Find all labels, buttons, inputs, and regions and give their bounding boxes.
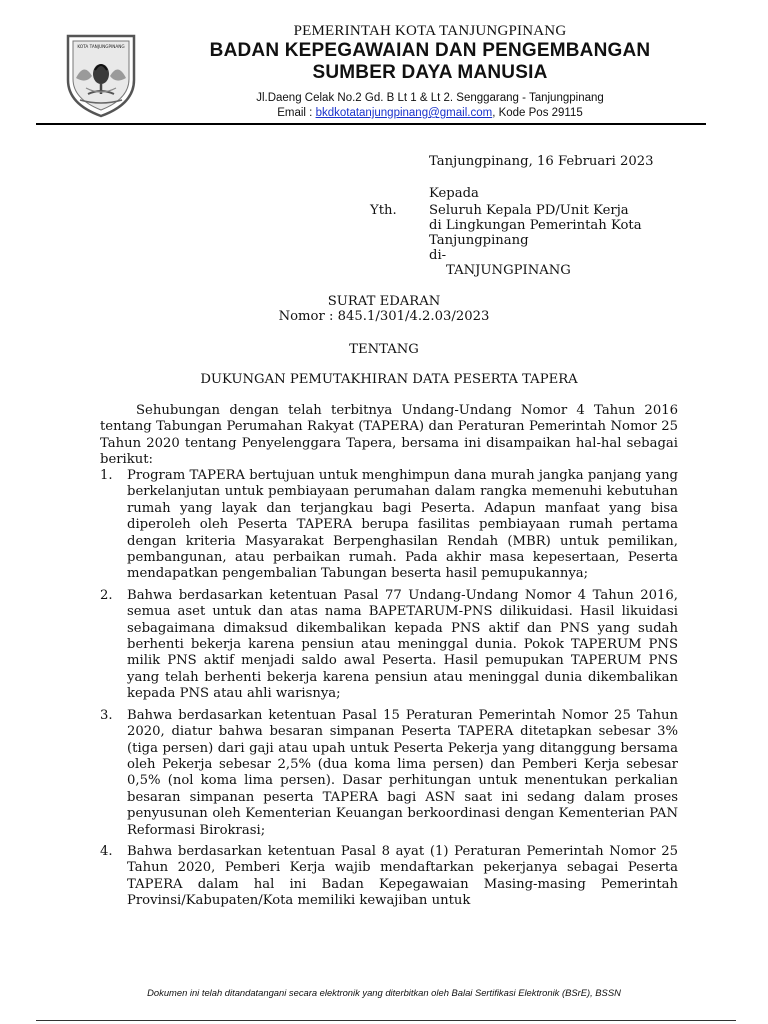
point-number: 1. — [100, 468, 113, 483]
recipient-line-2: di Lingkungan Pemerintah Kota — [429, 218, 642, 233]
to-label: Kepada — [429, 186, 479, 201]
about-label: TENTANG — [349, 342, 419, 357]
logo-text: KOTA TANJUNGPINANG — [77, 44, 125, 49]
point-text: Bahwa berdasarkan ketentuan Pasal 77 Undang-Undang Nomor 4 Tahun 2016, semua aset untuk dan atas nama BAPETARUM-PNS dilikuidasi. Hasil likuidasi sebagaimana dimaksud dikembalikan kepada PNS aktif dan PNS yang sudah berhenti bekerja karena pensiun atau meninggal dunia. Pokok TAPERUM PNS milik PNS aktif menjadi saldo awal Peserta. Hasil pemupukan TAPERUM PNS yang telah berhenti bekerja karena pensiun atau meninggal dunia dikembalikan kepada PNS atau ahli warisnya; — [127, 587, 678, 702]
letterhead-divider — [36, 123, 706, 125]
point-text: Program TAPERA bertujuan untuk menghimpun dana murah jangka panjang yang berkelanjutan untuk pembiayaan perumahan dalam rangka memenuhi kebutuhan rumah yang layak dan terjangkau bagi Peserta. Adapun manfaat yang bisa diperoleh oleh Peserta TAPERA berupa fasilitas pembiayaan rumah pertama dengan kriteria Masyarakat Berpenghasilan Rendah (MBR) untuk pemilikan, pembangunan, atau perbaikan rumah. Pada akhir masa kepesertaan, Peserta mendapatkan pengembalian Tabungan beserta hasil pemupukannya; — [127, 468, 678, 582]
recipient-city: TANJUNGPINANG — [446, 263, 571, 278]
yth-label: Yth. — [370, 203, 397, 218]
letterhead — [150, 22, 710, 121]
recipient-line-1: Seluruh Kepala PD/Unit Kerja — [429, 203, 629, 218]
points-list — [100, 468, 678, 915]
email-link[interactable]: bkdkotatanjungpinang@gmail.com — [315, 107, 493, 119]
email-label: Email : — [277, 107, 316, 119]
list-item — [100, 468, 678, 583]
document-type: SURAT EDARAN — [327, 294, 441, 309]
document-subject: DUKUNGAN PEMUTAKHIRAN DATA PESERTA TAPERA — [200, 372, 578, 387]
city-emblem-logo — [62, 32, 140, 118]
di-label: di- — [429, 248, 447, 263]
footer-divider — [36, 1020, 736, 1021]
intro-paragraph: Sehubungan dengan telah terbitnya Undang-Undang Nomor 4 Tahun 2016 tentang Tabungan Perumahan Rakyat (TAPERA) dan Peraturan Pemerintah Nomor 25 Tahun 2020 tentang Penyelenggara Tapera, bersama ini disampaikan hal-hal sebagai berikut: — [100, 403, 678, 468]
agency-name-line-2: SUMBER DAYA MANUSIA — [312, 62, 548, 83]
contact-line — [150, 106, 710, 121]
list-item — [100, 708, 678, 839]
list-item — [100, 844, 678, 910]
agency-name-line-1: BADAN KEPEGAWAIAN DAN PENGEMBANGAN — [209, 40, 651, 61]
point-number: 4. — [100, 843, 113, 859]
agency-address: Jl.Daeng Celak No.2 Gd. B Lt 1 & Lt 2. Senggarang - Tanjungpinang — [256, 92, 604, 104]
point-text: Bahwa berdasarkan ketentuan Pasal 8 ayat (1) Peraturan Pemerintah Nomor 25 Tahun 2020, Pemberi Kerja wajib mendaftarkan pekerjanya sebagai Peserta TAPERA dalam hal ini Badan Kepegawaian Masing-masing Pemerintah Provinsi/Kabupaten/Kota memiliki kewajiban untuk — [127, 843, 678, 909]
point-text: Bahwa berdasarkan ketentuan Pasal 15 Peraturan Pemerintah Nomor 25 Tahun 2020, diatur bahwa besaran simpanan Peserta TAPERA ditetapkan sebesar 3% (tiga persen) dari gaji atau upah untuk Peserta Pekerja yang ditanggung bersama oleh Pekerja sebesar 2,5% (dua koma lima persen) dan Pemberi Kerja sebesar 0,5% (nol koma lima persen). Dasar perhitungan untuk menentukan perkalian besaran simpanan peserta TAPERA bagi ASN saat ini sedang dalam proses penyusunan oleh Kementerian Keuangan berkoordinasi dengan Kementerian PAN Reformasi Birokrasi; — [127, 707, 678, 838]
e-signature-note: Dokumen ini telah ditandatangani secara elektronik yang diterbitkan oleh Balai Sertifikasi Elektronik (BSrE), BSSN — [147, 987, 621, 998]
list-item — [100, 588, 678, 703]
point-number: 3. — [100, 707, 113, 723]
postal-code: , Kode Pos 29115 — [492, 107, 583, 119]
recipient-line-3: Tanjungpinang — [429, 233, 529, 248]
document-number: Nomor : 845.1/301/4.2.03/2023 — [278, 309, 490, 324]
government-name: PEMERINTAH KOTA TANJUNGPINANG — [293, 23, 567, 39]
place-date: Tanjungpinang, 16 Februari 2023 — [429, 154, 654, 169]
point-number: 2. — [100, 587, 113, 603]
